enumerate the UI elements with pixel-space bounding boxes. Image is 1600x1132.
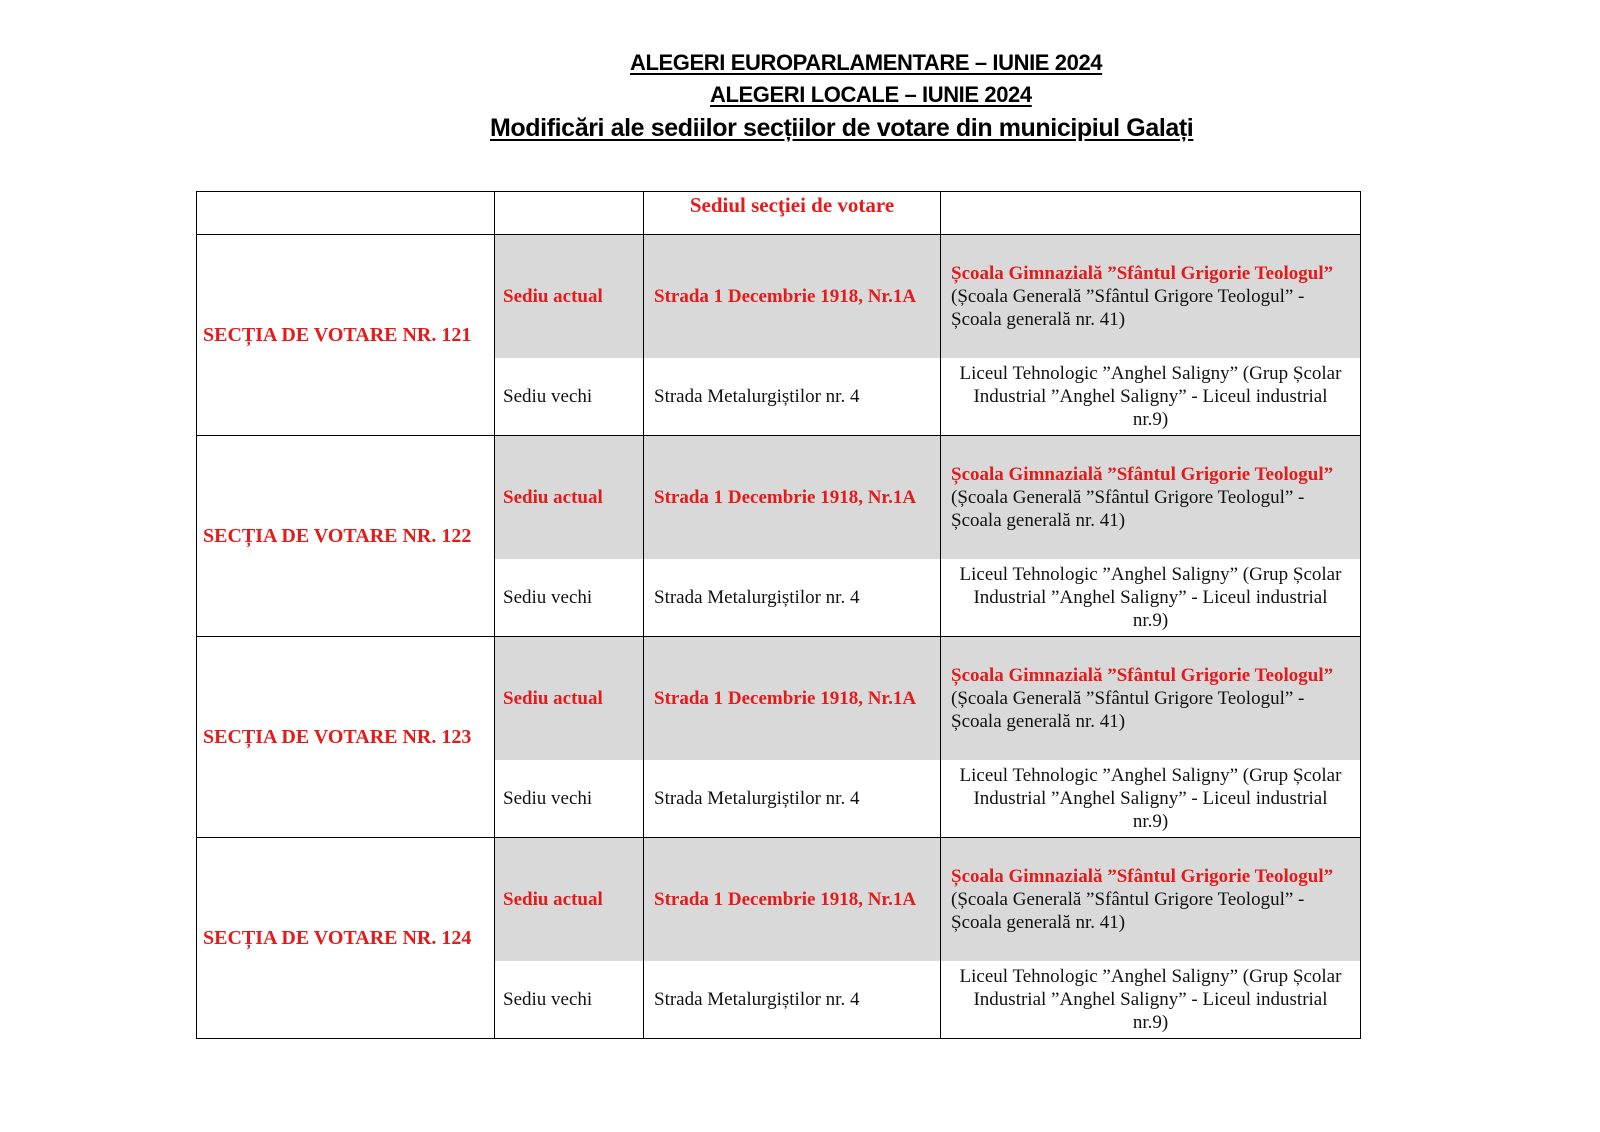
title-european-elections: ALEGERI EUROPARLAMENTARE – IUNIE 2024 bbox=[630, 50, 1103, 75]
table-row-actual bbox=[197, 838, 1361, 962]
actual-school-former-names: (Școala Generală ”Sfântul Grigore Teologul” - Școala generală nr. 41) bbox=[951, 889, 1305, 933]
old-label: Sediu vechi bbox=[495, 559, 644, 637]
section-name: SECȚIA DE VOTARE NR. 122 bbox=[197, 436, 495, 637]
old-address: Strada Metalurgiștilor nr. 4 bbox=[644, 760, 941, 838]
section-name: SECȚIA DE VOTARE NR. 123 bbox=[197, 637, 495, 838]
actual-school-former-names: (Școala Generală ”Sfântul Grigore Teologul” - Școala generală nr. 41) bbox=[951, 286, 1305, 330]
actual-school-name: Școala Gimnazială ”Sfântul Grigorie Teologul” bbox=[951, 263, 1334, 284]
actual-school bbox=[941, 637, 1361, 761]
header-cell-empty-4 bbox=[941, 192, 1361, 235]
header-cell-empty-2 bbox=[495, 192, 644, 235]
actual-school-name: Școala Gimnazială ”Sfântul Grigorie Teologul” bbox=[951, 464, 1334, 485]
table-row-actual bbox=[197, 436, 1361, 560]
actual-address: Strada 1 Decembrie 1918, Nr.1A bbox=[644, 235, 941, 359]
actual-school-former-names: (Școala Generală ”Sfântul Grigore Teologul” - Școala generală nr. 41) bbox=[951, 688, 1305, 732]
actual-address: Strada 1 Decembrie 1918, Nr.1A bbox=[644, 436, 941, 560]
actual-label: Sediu actual bbox=[495, 838, 644, 962]
actual-label: Sediu actual bbox=[495, 637, 644, 761]
old-label: Sediu vechi bbox=[495, 358, 644, 436]
table-row-actual bbox=[197, 637, 1361, 761]
old-school: Liceul Tehnologic ”Anghel Saligny” (Grup Școlar Industrial ”Anghel Saligny” - Liceul industrial nr.9) bbox=[941, 760, 1361, 838]
actual-school bbox=[941, 235, 1361, 359]
header-cell-sediu: Sediul secţiei de votare bbox=[644, 192, 941, 235]
old-address: Strada Metalurgiștilor nr. 4 bbox=[644, 358, 941, 436]
actual-school bbox=[941, 838, 1361, 962]
actual-address: Strada 1 Decembrie 1918, Nr.1A bbox=[644, 637, 941, 761]
old-address: Strada Metalurgiștilor nr. 4 bbox=[644, 961, 941, 1039]
actual-school bbox=[941, 436, 1361, 560]
section-name: SECȚIA DE VOTARE NR. 124 bbox=[197, 838, 495, 1039]
old-school: Liceul Tehnologic ”Anghel Saligny” (Grup Școlar Industrial ”Anghel Saligny” - Liceul industrial nr.9) bbox=[941, 559, 1361, 637]
polling-stations-table bbox=[196, 191, 1361, 1039]
actual-address: Strada 1 Decembrie 1918, Nr.1A bbox=[644, 838, 941, 962]
table-header-row bbox=[197, 192, 1361, 235]
actual-school-name: Școala Gimnazială ”Sfântul Grigorie Teologul” bbox=[951, 665, 1334, 686]
title-modifications: Modificări ale sediilor secțiilor de votare din municipiul Galați bbox=[490, 114, 1194, 142]
section-name: SECȚIA DE VOTARE NR. 121 bbox=[197, 235, 495, 436]
actual-school-former-names: (Școala Generală ”Sfântul Grigore Teologul” - Școala generală nr. 41) bbox=[951, 487, 1305, 531]
actual-school-name: Școala Gimnazială ”Sfântul Grigorie Teologul” bbox=[951, 866, 1334, 887]
actual-label: Sediu actual bbox=[495, 235, 644, 359]
header-cell-empty-1 bbox=[197, 192, 495, 235]
old-school: Liceul Tehnologic ”Anghel Saligny” (Grup Școlar Industrial ”Anghel Saligny” - Liceul industrial nr.9) bbox=[941, 961, 1361, 1039]
old-address: Strada Metalurgiștilor nr. 4 bbox=[644, 559, 941, 637]
table-row-actual bbox=[197, 235, 1361, 359]
old-label: Sediu vechi bbox=[495, 961, 644, 1039]
title-local-elections: ALEGERI LOCALE – IUNIE 2024 bbox=[710, 82, 1032, 107]
old-label: Sediu vechi bbox=[495, 760, 644, 838]
actual-label: Sediu actual bbox=[495, 436, 644, 560]
old-school: Liceul Tehnologic ”Anghel Saligny” (Grup Școlar Industrial ”Anghel Saligny” - Liceul industrial nr.9) bbox=[941, 358, 1361, 436]
